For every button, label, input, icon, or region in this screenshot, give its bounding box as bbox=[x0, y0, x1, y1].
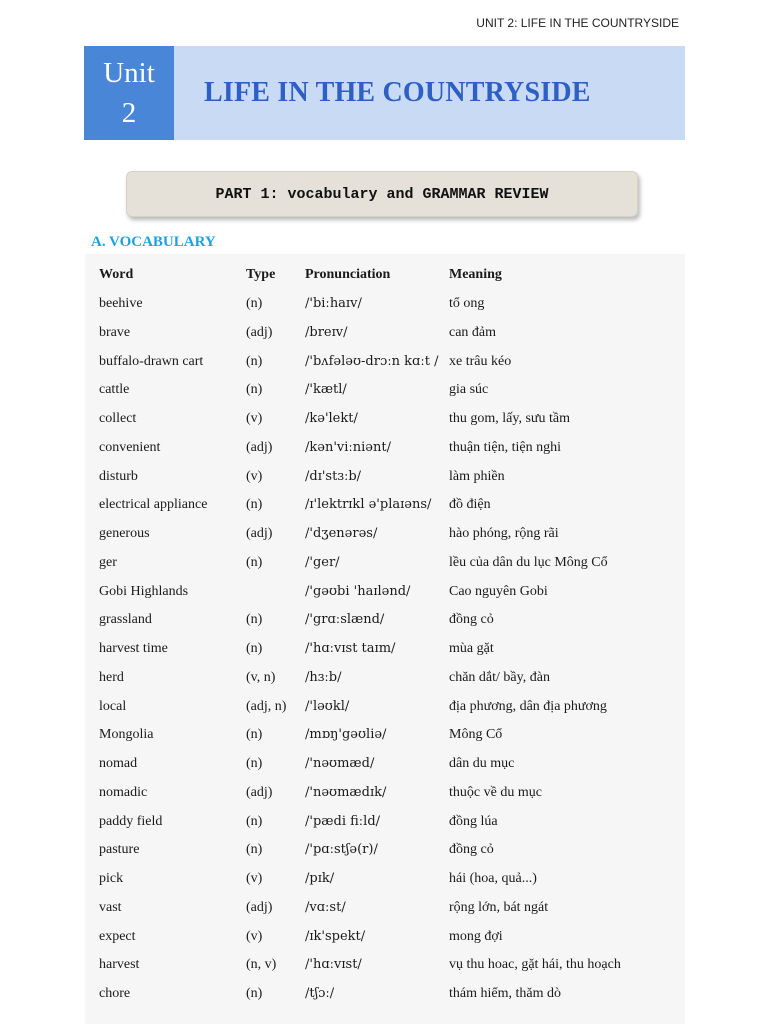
type-cell: (v) bbox=[246, 871, 263, 886]
pronunciation-cell: /'bʌfələʊ-drɔːn kɑːt / bbox=[305, 353, 439, 369]
pronunciation-cell: /'nəʊmæd/ bbox=[305, 756, 375, 771]
word-cell: expect bbox=[99, 928, 136, 944]
pronunciation-cell: /ɪ'lektrɪkl ə'plaɪəns/ bbox=[305, 497, 432, 513]
type-cell: (n) bbox=[246, 813, 263, 829]
pronunciation-cell: /'ləʊkl/ bbox=[305, 698, 350, 714]
pronunciation-cell: /ɪk'spekt/ bbox=[305, 928, 366, 944]
table-row bbox=[85, 491, 685, 520]
unit-label: Unit bbox=[103, 57, 155, 89]
meaning-cell: tổ ong bbox=[449, 296, 485, 311]
meaning-cell: Mông Cổ bbox=[449, 727, 503, 743]
table-row bbox=[85, 635, 685, 664]
meaning-cell: hái (hoa, quả...) bbox=[449, 871, 537, 886]
table-row bbox=[85, 578, 685, 607]
table-header-row bbox=[85, 261, 685, 290]
table-row bbox=[85, 290, 685, 319]
table-row bbox=[85, 520, 685, 549]
unit-badge bbox=[84, 46, 174, 140]
pronunciation-cell: /hɜːb/ bbox=[305, 669, 342, 685]
word-cell: buffalo-drawn cart bbox=[99, 353, 204, 369]
table-row bbox=[85, 721, 685, 750]
pronunciation-cell: /kə'lekt/ bbox=[305, 411, 358, 426]
pronunciation-cell: /vɑːst/ bbox=[305, 899, 346, 915]
type-cell: (n, v) bbox=[246, 957, 277, 973]
word-cell: pasture bbox=[99, 842, 140, 858]
type-cell: (n) bbox=[246, 842, 263, 858]
meaning-cell: rộng lớn, bát ngát bbox=[449, 899, 549, 915]
meaning-cell: đồng cỏ bbox=[449, 842, 494, 858]
table-row bbox=[85, 549, 685, 578]
type-cell: (v) bbox=[246, 468, 263, 484]
type-cell: (adj) bbox=[246, 324, 273, 340]
word-cell: herd bbox=[99, 669, 124, 685]
meaning-cell: địa phương, dân địa phương bbox=[449, 698, 607, 714]
meaning-cell: vụ thu hoac, gặt hái, thu hoạch bbox=[449, 957, 621, 973]
meaning-cell: lều của dân du lục Mông Cổ bbox=[449, 554, 608, 570]
word-cell: chore bbox=[99, 986, 131, 1001]
word-cell: ger bbox=[99, 554, 117, 570]
word-cell: nomadic bbox=[99, 784, 148, 800]
word-cell: harvest bbox=[99, 957, 140, 973]
meaning-cell: thuộc về du mục bbox=[449, 784, 542, 800]
meaning-cell: chăn dắt/ bầy, đàn bbox=[449, 669, 550, 685]
type-cell: (n) bbox=[246, 756, 263, 771]
meaning-cell: dân du mục bbox=[449, 756, 515, 771]
word-cell: harvest time bbox=[99, 641, 168, 656]
unit-banner bbox=[84, 46, 685, 140]
type-cell: (n) bbox=[246, 727, 263, 743]
table-row bbox=[85, 808, 685, 837]
word-cell: vast bbox=[99, 899, 122, 915]
pronunciation-cell: /mɒŋ'gəʊliə/ bbox=[305, 727, 387, 743]
type-cell: (adj) bbox=[246, 784, 273, 800]
type-cell: (v) bbox=[246, 411, 263, 426]
pronunciation-cell: /breɪv/ bbox=[305, 324, 348, 340]
type-cell: (adj, n) bbox=[246, 698, 287, 714]
type-cell: (v, n) bbox=[246, 669, 276, 685]
table-row bbox=[85, 606, 685, 635]
meaning-cell: đồng cỏ bbox=[449, 612, 494, 628]
type-cell: (n) bbox=[246, 554, 263, 570]
table-row bbox=[85, 865, 685, 894]
word-cell: convenient bbox=[99, 439, 161, 455]
header-type: Type bbox=[246, 267, 276, 282]
table-row bbox=[85, 693, 685, 722]
meaning-cell: xe trâu kéo bbox=[449, 353, 512, 369]
table-row bbox=[85, 434, 685, 463]
word-cell: nomad bbox=[99, 756, 138, 771]
table-row bbox=[85, 980, 685, 1009]
pronunciation-cell: /'ger/ bbox=[305, 554, 340, 570]
unit-title: LIFE IN THE COUNTRYSIDE bbox=[204, 77, 591, 108]
type-cell: (v) bbox=[246, 928, 263, 944]
table-row bbox=[85, 405, 685, 434]
type-cell: (adj) bbox=[246, 526, 273, 541]
pronunciation-cell: /'biːhaɪv/ bbox=[305, 296, 362, 311]
pronunciation-cell: /'grɑːslænd/ bbox=[305, 612, 385, 628]
word-cell: grassland bbox=[99, 612, 152, 628]
meaning-cell: Cao nguyên Gobi bbox=[449, 583, 548, 599]
running-header: UNIT 2: LIFE IN THE COUNTRYSIDE bbox=[476, 16, 679, 30]
table-row bbox=[85, 779, 685, 808]
word-cell: cattle bbox=[99, 382, 130, 398]
type-cell: (n) bbox=[246, 296, 263, 311]
pronunciation-cell: /'gəʊbi 'haɪlənd/ bbox=[305, 583, 411, 599]
table-row bbox=[85, 750, 685, 779]
meaning-cell: gia súc bbox=[449, 382, 489, 398]
word-cell: paddy field bbox=[99, 813, 163, 829]
pronunciation-cell: /'pædi fiːld/ bbox=[305, 813, 381, 829]
type-cell: (n) bbox=[246, 986, 263, 1001]
meaning-cell: đồ điện bbox=[449, 497, 491, 513]
type-cell: (n) bbox=[246, 497, 263, 513]
pronunciation-cell: /'nəʊmædɪk/ bbox=[305, 784, 387, 800]
table-row bbox=[85, 348, 685, 377]
type-cell: (n) bbox=[246, 612, 263, 628]
word-cell: brave bbox=[99, 324, 131, 340]
meaning-cell: thu gom, lấy, sưu tầm bbox=[449, 411, 571, 426]
pronunciation-cell: /pɪk/ bbox=[305, 871, 335, 886]
type-cell: (n) bbox=[246, 382, 263, 398]
unit-number: 2 bbox=[121, 97, 137, 129]
pronunciation-cell: /'kætl/ bbox=[305, 382, 347, 398]
pronunciation-cell: /tʃɔː/ bbox=[305, 986, 335, 1001]
table-row bbox=[85, 894, 685, 923]
table-row bbox=[85, 319, 685, 348]
word-cell: collect bbox=[99, 411, 137, 426]
meaning-cell: thám hiểm, thăm dò bbox=[449, 986, 561, 1001]
word-cell: Mongolia bbox=[99, 727, 154, 743]
meaning-cell: hào phóng, rộng rãi bbox=[449, 526, 559, 541]
meaning-cell: mong đợi bbox=[449, 928, 503, 944]
meaning-cell: làm phiền bbox=[449, 468, 505, 484]
word-cell: beehive bbox=[99, 296, 143, 311]
word-cell: Gobi Highlands bbox=[99, 583, 189, 599]
meaning-cell: can đảm bbox=[449, 324, 497, 340]
meaning-cell: thuận tiện, tiện nghi bbox=[449, 439, 561, 455]
pronunciation-cell: /dɪ'stɜːb/ bbox=[305, 468, 362, 484]
vocabulary-table bbox=[85, 254, 685, 1024]
type-cell: (adj) bbox=[246, 899, 273, 915]
table-row bbox=[85, 664, 685, 693]
table-row bbox=[85, 836, 685, 865]
header-meaning: Meaning bbox=[449, 267, 502, 282]
pronunciation-cell: /'hɑːvɪst/ bbox=[305, 957, 362, 973]
word-cell: generous bbox=[99, 526, 150, 541]
word-cell: pick bbox=[99, 871, 124, 886]
word-cell: electrical appliance bbox=[99, 497, 208, 513]
part-title: PART 1: vocabulary and GRAMMAR REVIEW bbox=[215, 185, 549, 203]
header-word: Word bbox=[99, 267, 134, 282]
table-row bbox=[85, 463, 685, 492]
pronunciation-cell: /'dʒenərəs/ bbox=[305, 526, 378, 541]
pronunciation-cell: /kən'viːniənt/ bbox=[305, 439, 391, 455]
section-heading: A. VOCABULARY bbox=[91, 234, 216, 250]
type-cell: (n) bbox=[246, 353, 263, 369]
pronunciation-cell: /'hɑːvɪst taɪm/ bbox=[305, 641, 396, 656]
type-cell: (n) bbox=[246, 641, 263, 656]
word-cell: local bbox=[99, 698, 127, 714]
meaning-cell: mùa gặt bbox=[449, 641, 494, 656]
header-pronunciation: Pronunciation bbox=[305, 267, 391, 282]
table-row bbox=[85, 951, 685, 980]
part-title-box bbox=[126, 171, 638, 217]
table-row bbox=[85, 923, 685, 952]
pronunciation-cell: /'pɑːstʃə(r)/ bbox=[305, 842, 378, 858]
meaning-cell: đồng lúa bbox=[449, 813, 498, 829]
table-row bbox=[85, 376, 685, 405]
type-cell: (adj) bbox=[246, 439, 273, 455]
word-cell: disturb bbox=[99, 468, 138, 484]
